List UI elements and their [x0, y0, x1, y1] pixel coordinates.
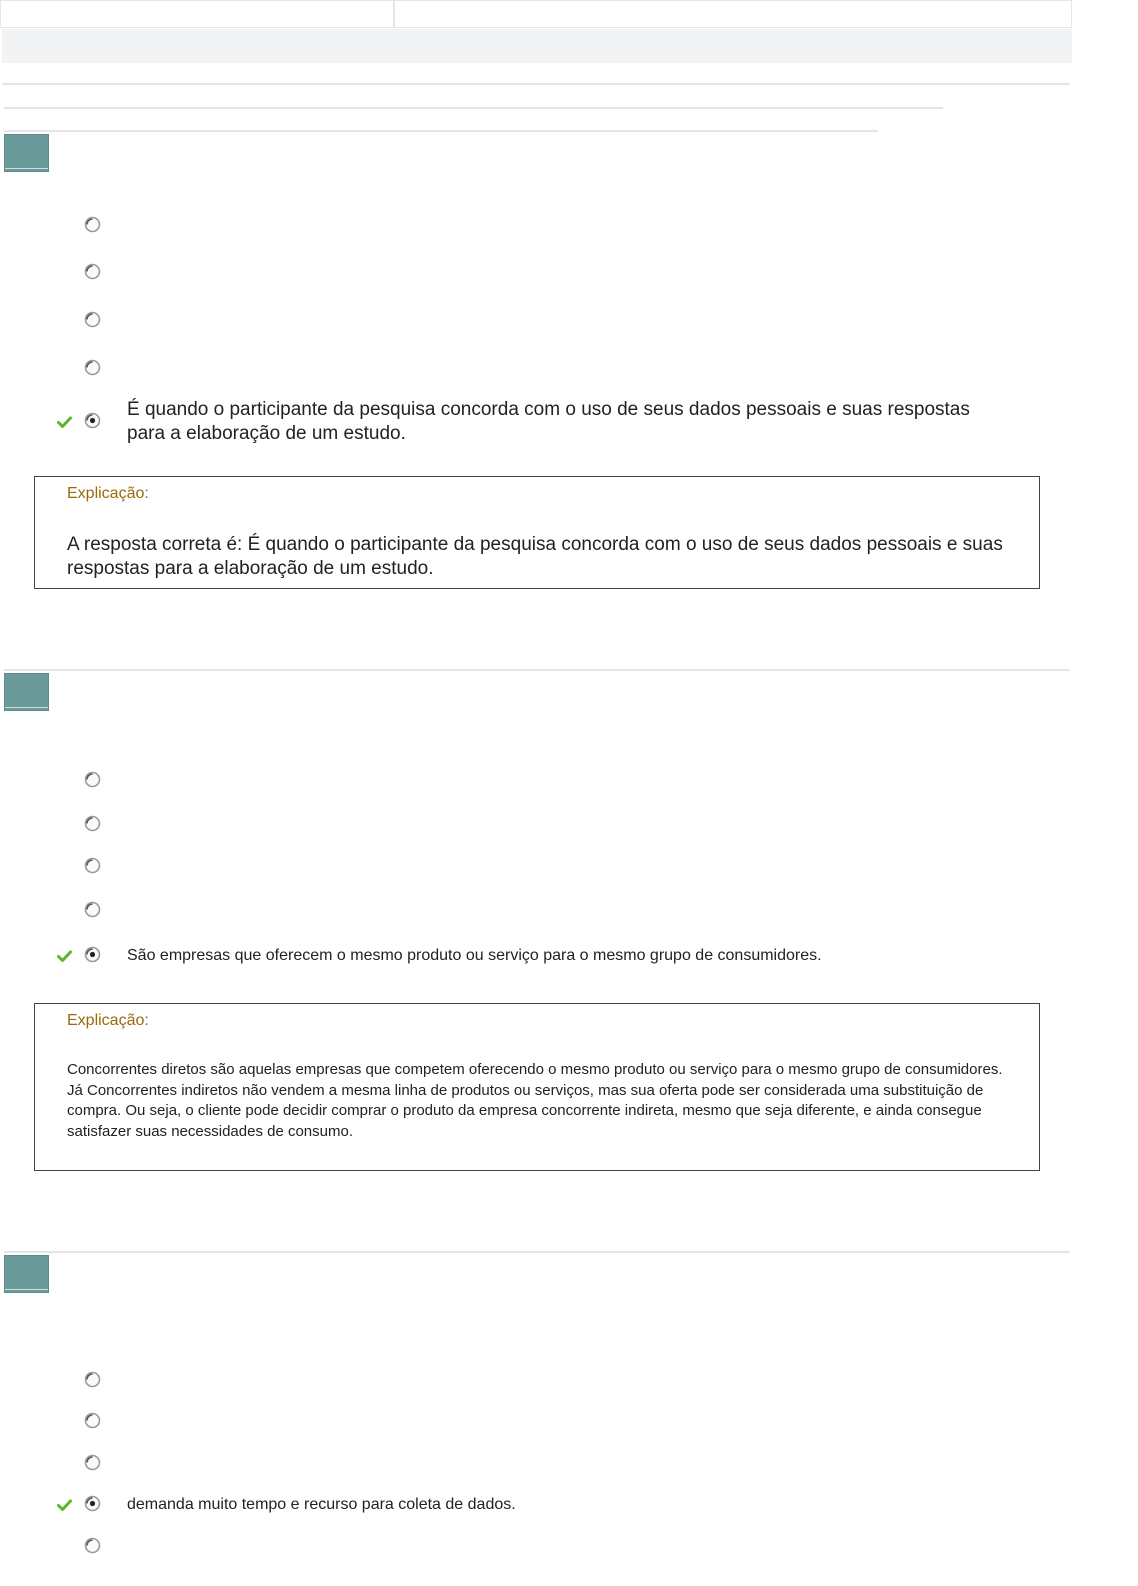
- question-number-badge: [4, 1255, 49, 1293]
- explanation-text: A resposta correta é: É quando o participante da pesquisa concorda com o uso de seus dados pessoais e suas respostas para a elaboração de um estudo.: [67, 534, 1003, 579]
- radio-icon: [84, 359, 101, 376]
- radio-icon: [84, 815, 101, 832]
- answer-option-radio[interactable]: [84, 1454, 101, 1471]
- answer-option-radio[interactable]: [84, 263, 101, 280]
- header-cell-right: [394, 0, 1072, 28]
- explanation-box: [34, 476, 1040, 589]
- answer-option-radio[interactable]: [84, 1537, 101, 1554]
- answer-option-radio[interactable]: [84, 857, 101, 874]
- header-cell-left: [0, 0, 394, 28]
- divider: [4, 130, 878, 132]
- radio-selected-icon: [84, 946, 101, 963]
- radio-icon: [84, 1537, 101, 1554]
- radio-icon: [84, 1371, 101, 1388]
- radio-icon: [84, 1454, 101, 1471]
- selected-answer-text: demanda muito tempo e recurso para coleta de dados.: [127, 1496, 516, 1513]
- explanation-text: Concorrentes diretos são aquelas empresas que competem oferecendo o mesmo produto ou serviço para o mesmo grupo de consumidores. Já Concorrentes indiretos não vendem a mesma linha de produtos ou serviços, mas sua oferta pode ser considerada uma substituição de compra. Ou seja, o cliente pode decidir comprar o produto da empresa concorrente indireta, mesmo que seja diferente, e ainda consegue satisfazer suas necessidades de consumo.: [67, 1061, 1003, 1140]
- explanation-box: [34, 1003, 1040, 1171]
- answer-option-radio[interactable]: [84, 901, 101, 918]
- answer-option-radio[interactable]: [84, 1412, 101, 1429]
- radio-icon: [84, 1412, 101, 1429]
- divider: [4, 669, 1070, 671]
- answer-option-radio[interactable]: [84, 1371, 101, 1388]
- answer-option-radio-selected[interactable]: [84, 1495, 101, 1512]
- radio-selected-icon: [84, 1495, 101, 1512]
- selected-answer-text: São empresas que oferecem o mesmo produto ou serviço para o mesmo grupo de consumidores.: [127, 947, 822, 964]
- answer-option-radio[interactable]: [84, 311, 101, 328]
- answer-option-radio[interactable]: [84, 815, 101, 832]
- explanation-title: Explicação:: [67, 485, 149, 502]
- radio-icon: [84, 263, 101, 280]
- divider: [2, 83, 1070, 85]
- answer-option-radio-selected[interactable]: [84, 412, 101, 429]
- selected-answer-text: É quando o participante da pesquisa concorda com o uso de seus dados pessoais e suas respostas para a elaboração de um estudo.: [127, 399, 970, 444]
- explanation-title: Explicação:: [67, 1012, 149, 1029]
- radio-icon: [84, 216, 101, 233]
- question-number-badge: [4, 134, 49, 172]
- question-number-badge: [4, 673, 49, 711]
- divider: [4, 107, 943, 109]
- radio-icon: [84, 901, 101, 918]
- correct-check-icon: [57, 950, 72, 962]
- radio-selected-icon: [84, 412, 101, 429]
- answer-option-radio[interactable]: [84, 359, 101, 376]
- answer-option-radio[interactable]: [84, 216, 101, 233]
- correct-check-icon: [57, 416, 72, 428]
- radio-icon: [84, 771, 101, 788]
- radio-icon: [84, 857, 101, 874]
- radio-icon: [84, 311, 101, 328]
- answer-option-radio-selected[interactable]: [84, 946, 101, 963]
- answer-option-radio[interactable]: [84, 771, 101, 788]
- divider: [4, 1251, 1070, 1253]
- header-info-bar: [2, 29, 1072, 63]
- correct-check-icon: [57, 1499, 72, 1511]
